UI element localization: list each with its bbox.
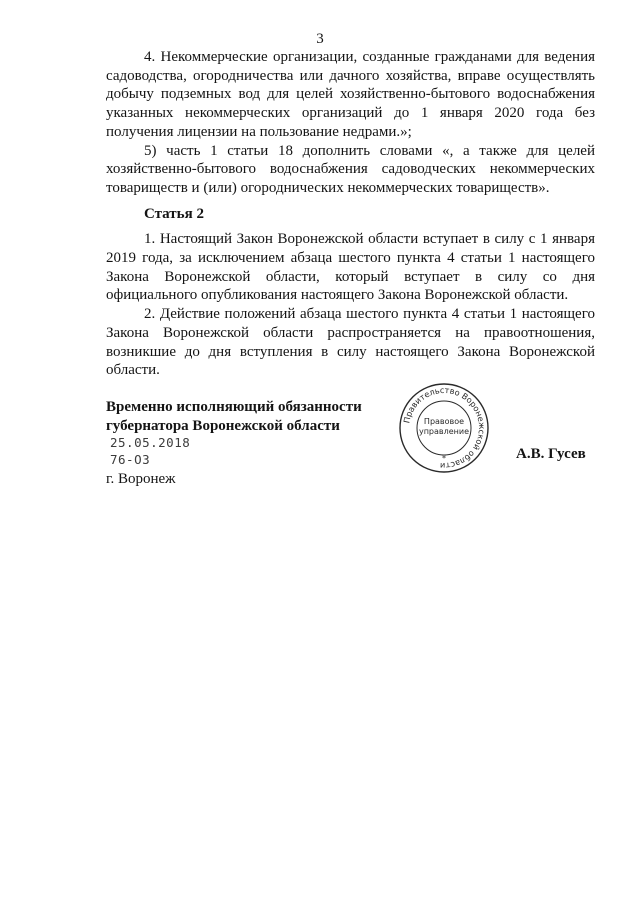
signer-title-line1: Временно исполняющий обязанности <box>106 399 362 415</box>
signer-title-line2: губернатора Воронежской области <box>106 417 340 434</box>
signer-title <box>106 398 362 435</box>
official-seal <box>398 382 490 474</box>
registration-date: 25.05.2018 <box>110 435 191 450</box>
seal-center-line1: Правовое <box>423 417 465 426</box>
seal-center-line2: управление <box>418 427 470 436</box>
registration-number: 76-ОЗ <box>110 452 151 467</box>
article-paragraph-1: 1. Настоящий Закон Воронежской области вступает в силу с 1 января 2019 года, за исключением абзаца шестого пункта 4 статьи 1 настоящего Закона Воронежской области, который вступает в силу со дня официального опубликования настоящего Закона Воронежской области. <box>106 231 595 304</box>
paragraph-item-4: 4. Некоммерческие организации, созданные гражданами для ведения садоводства, огородничества или дачного хозяйства, вправе осуществлять добычу подземных вод для целей хозяйственно-бытового водоснабжения указанных некоммерческих организаций до 1 января 2020 года без получения лицензии на пользование недрами.»; <box>106 49 595 140</box>
city: г. Воронеж <box>106 471 176 487</box>
seal-star-icon: * <box>442 454 446 463</box>
seal-ring-text: Правительство Воронежской области <box>401 384 488 472</box>
article-heading: Статья 2 <box>144 205 204 222</box>
paragraph-item-5: 5) часть 1 статьи 18 дополнить словами «, а также для целей хозяйственно-бытового водоснабжения садоводческих некоммерческих товариществ и (или) огороднических некоммерческих товариществ». <box>106 142 595 196</box>
document-body <box>106 48 595 380</box>
signer-name: А.В. Гусев <box>516 446 586 462</box>
article-paragraph-2: 2. Действие положений абзаца шестого пункта 4 статьи 1 настоящего Закона Воронежской области распространяется на правоотношения, возникшие до дня вступления в силу настоящего Закона Воронежской области. <box>106 306 595 379</box>
page-number: 3 <box>316 31 324 47</box>
